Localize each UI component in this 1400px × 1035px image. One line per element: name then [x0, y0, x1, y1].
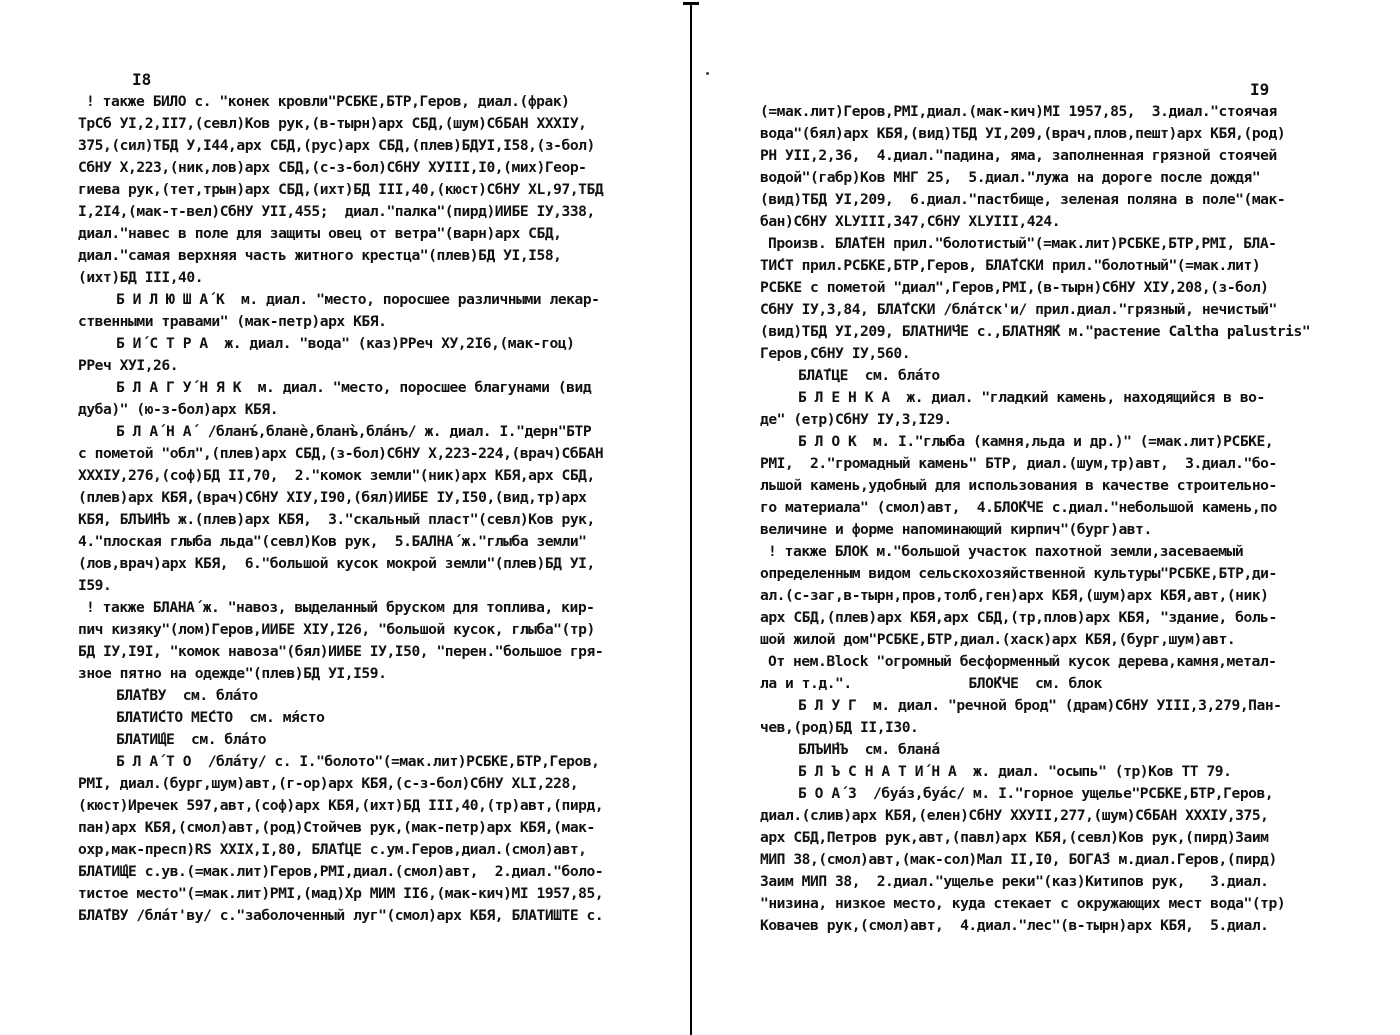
text-line: РМI, диал.(бург,шум)авт,(г-ор)арх КБЯ,(с-з-бол)СбНУ ХLI,228, [78, 775, 579, 792]
text-line: Произв. БЛА́ТЕН прил."болотистый"(=мак.лит)РСБКЕ,БТР,РМI, БЛА- [768, 235, 1277, 252]
text-line: Б И́ С Т Р А ж. диал. "вода" (каз)РРеч ХУ,2I6,(мак-гоц) [116, 335, 575, 352]
text-line: чев,(род)БД II,I30. [760, 719, 919, 736]
text-line: величине и форме напоминающий кирпич"(бург)авт. [760, 521, 1152, 538]
text-line: БЛАТИ́ЩЕ с.ув.(=мак.лит)Геров,РМI,диал.(смол)авт, 2.диал."боло- [78, 863, 604, 880]
text-line: арх СБД,(плев)арх КБЯ,арх СБД,(тр,плов)арх КБЯ, "здание, боль- [760, 609, 1277, 626]
text-line: пич кизяку"(лом)Геров,ИИБЕ ХIУ,I26, "большой кусок, глыба"(тр) [78, 621, 595, 638]
page-gutter-divider [690, 4, 692, 1035]
text-line: льшой камень,удобный для использования в качестве строительно- [760, 477, 1277, 494]
text-line: определенным видом сельскохозяйственной культуры"РСБКЕ,БТР,ди- [760, 565, 1277, 582]
text-line: ла и т.д.". БЛО́КЧЕ см. блок [760, 675, 1102, 692]
text-line: бан)СбНУ ХLУIII,347,СбНУ ХLУIII,424. [760, 213, 1061, 230]
text-line: РСБКЕ с пометой "диал",Геров,РМI,(в-тырн)СбНУ ХIУ,208,(з-бол) [760, 279, 1269, 296]
text-line: охр,мак-пресп)RS XXIX,I,80, БЛА́ТЦЕ с.ум.Геров,диал.(смол)авт, [78, 841, 587, 858]
text-line: СбНУ Х,223,(ник,лов)арх СБД,(с-з-бол)СбНУ ХУIII,I0,(мих)Геор- [78, 159, 587, 176]
text-line: Б Л О К м. I."глыба (камня,льда и др.)" (=мак.лит)РСБКЕ, [798, 433, 1274, 450]
text-line: Б Л А́ Т О /бла́ту/ с. I."болото"(=мак.лит)РСБКЕ,БТР,Геров, [116, 753, 600, 770]
right-page [700, 0, 1400, 1035]
text-line: Ковачев рук,(смол)авт, 4.диал."лес"(в-тырн)арх КБЯ, 5.диал. [760, 917, 1269, 934]
text-line: Геров,СбНУ IУ,560. [760, 345, 911, 362]
text-line: XXXIУ,276,(соф)БД II,70, 2."комок земли"(ник)арх КБЯ,арх СБД, [78, 467, 595, 484]
text-line: 375,(сил)ТБД У,I44,арх СБД,(рус)арх СБД,(плев)БДУI,I58,(з-бол) [78, 137, 595, 154]
text-line: го материала" (смол)авт, 4.БЛО́КЧЕ с.диал."небольшой камень,по [760, 499, 1277, 516]
text-line: ал.(с-заг,в-тырн,пров,толб,ген)арх КБЯ,(шум)арх КБЯ,авт,(ник) [760, 587, 1269, 604]
text-line: (кюст)Иречек 597,авт,(соф)арх КБЯ,(ихт)БД III,40,(тр)авт,(пирд, [78, 797, 604, 814]
text-line: (ихт)БД III,40. [78, 269, 204, 286]
text-line: От нем.Block "огромный бесформенный кусок дерева,камня,метал- [768, 653, 1277, 670]
text-line: арх СБД,Петров рук,авт,(павл)арх КБЯ,(севл)Ков рук,(пирд)Заим [760, 829, 1269, 846]
left-page [0, 0, 690, 1035]
text-line: пан)арх КБЯ,(смол)авт,(род)Стойчев рук,(мак-петр)арх КБЯ,(мак- [78, 819, 595, 836]
text-line: дуба)" (ю-з-бол)арх КБЯ. [78, 401, 279, 418]
text-line: "низина, низкое место, куда стекает с окружающих мест вода"(тр) [760, 895, 1286, 912]
text-line: РН УII,2,36, 4.диал."падина, яма, заполненная грязной стоячей [760, 147, 1277, 164]
text-line: I,2I4,(мак-т-вел)СбНУ УII,455; диал."палка"(пирд)ИИБЕ IУ,338, [78, 203, 595, 220]
text-line: Б Л Е Н К А ж. диал. "гладкий камень, находящийся в во- [798, 389, 1265, 406]
text-line: ственными травами" (мак-петр)арх КБЯ. [78, 313, 387, 330]
text-line: РРеч ХУI,26. [78, 357, 179, 374]
text-line: Заим МИП 38, 2.диал."ущелье реки"(каз)Китипов рук, 3.диал. [760, 873, 1269, 890]
text-line: шой жилой дом"РСБКЕ,БТР,диал.(хаск)арх КБЯ,(бург,шум)авт. [760, 631, 1236, 648]
text-line: (=мак.лит)Геров,РМI,диал.(мак-кич)МI 1957,85, 3.диал."стоячая [760, 103, 1277, 120]
text-line: РМI, 2."громадный камень" БТР, диал.(шум,тр)авт, 3.диал."бо- [760, 455, 1277, 472]
text-line: БЛА́ТВУ /бла́т'ву/ с."заболоченный луг"(смол)арх КБЯ, БЛАТИШТЕ с. [78, 907, 604, 924]
text-line: вода"(бял)арх КБЯ,(вид)ТБД УI,209,(врач,плов,пешт)арх КБЯ,(род) [760, 125, 1286, 142]
text-line: Б Л А́ Н А́ /бланъ́,бланè,бланъ̀,бла́нъ/ ж. диал. I."дерн"БТР [116, 423, 592, 440]
text-line: зное пятно на одежде"(плев)БД УI,I59. [78, 665, 387, 682]
text-line: СбНУ IУ,3,84, БЛА́ТСКИ /бла́тск'и/ прил.диал."грязный, нечистый" [760, 301, 1277, 318]
text-line: БЛАТИ́СТО МЕ́СТО см. мя́сто [116, 709, 325, 726]
text-line: ! также БЛОК м."большой участок пахотной земли,засеваемый [768, 543, 1244, 560]
text-line: ТИ́СТ прил.РСБКЕ,БТР,Геров, БЛА́ТСКИ прил."болотный"(=мак.лит) [760, 257, 1261, 274]
text-line: КБЯ, БЛЪИ́НЪ ж.(плев)арх КБЯ, 3."скальный пласт"(севл)Ков рук, [78, 511, 595, 528]
text-line: (лов,врач)арх КБЯ, 6."большой кусок мокрой земли"(плев)БД УI, [78, 555, 595, 572]
text-line: БЛА́ТЦЕ см. бла́то [798, 367, 940, 384]
right-page-text [760, 101, 1310, 937]
text-line: Б Л А Г У́ Н Я К м. диал. "место, поросшее благунами (вид [116, 379, 592, 396]
text-line: БЛАТИ́ЩЕ см. бла́то [116, 731, 267, 748]
right-page-number: I9 [1250, 80, 1270, 99]
text-line: БЛЪИ́НЪ см. блана́ [798, 741, 940, 758]
text-line: диал."самая верхняя часть житного крестца"(плев)БД УI,I58, [78, 247, 562, 264]
text-line: ! также БИЛО с. "конек кровли"РСБКЕ,БТР,Геров, диал.(фрак) [86, 93, 570, 110]
text-line: I59. [78, 577, 112, 594]
text-line: тистое место"(=мак.лит)РМI,(мад)Хр МИМ II6,(мак-кич)МI 1957,85, [78, 885, 604, 902]
left-page-number: I8 [132, 70, 152, 89]
text-line: БЛА́ТВУ см. бла́то [116, 687, 258, 704]
text-line: диал.(слив)арх КБЯ,(елен)СбНУ ХХУII,277,(шум)СбБАН XXXIУ,375, [760, 807, 1269, 824]
text-line: гиева рук,(тет,трын)арх СБД,(ихт)БД III,40,(кюст)СбНУ ХL,97,ТБД [78, 181, 604, 198]
text-line: БД IУ,I9I, "комок навоза"(бял)ИИБЕ IУ,I50, "перен."большое гря- [78, 643, 604, 660]
text-line: с пометой "обл",(плев)арх СБД,(з-бол)СбНУ Х,223-224,(врач)СбБАН [78, 445, 604, 462]
text-line: водой"(габр)Ков МНГ 25, 5.диал."лужа на дороге после дождя" [760, 169, 1261, 186]
text-line: ТрСб УI,2,II7,(севл)Ков рук,(в-тырн)арх СБД,(шум)СбБАН XXXIУ, [78, 115, 587, 132]
text-line: Б Л Ъ С Н А Т И́ Н А ж. диал. "осыпь" (тр)Ков ТТ 79. [798, 763, 1232, 780]
text-line: диал."навес в поле для защиты овец от ветра"(варн)арх СБД, [78, 225, 562, 242]
page-gutter-cap [683, 2, 699, 5]
text-line: Б И Л Ю Ш А́ К м. диал. "место, поросшее различными лекар- [116, 291, 600, 308]
text-line: Б Л У Г м. диал. "речной брод" (драм)СбНУ УIII,3,279,Пан- [798, 697, 1282, 714]
text-line: Б О А́ З /буа́з,буа́с/ м. I."горное ущелье"РСБКЕ,БТР,Геров, [798, 785, 1274, 802]
text-line: ! также БЛАНА́ ж. "навоз, выделанный бруском для топлива, кир- [86, 599, 595, 616]
text-line: де" (етр)СбНУ IУ,3,I29. [760, 411, 952, 428]
text-line: 4."плоская глыба льда"(севл)Ков рук, 5.БАЛНА́ ж."глыба земли" [78, 533, 587, 550]
text-line: (плев)арх КБЯ,(врач)СбНУ ХIУ,I90,(бял)ИИБЕ IУ,I50,(вид,тр)арх [78, 489, 587, 506]
text-line: МИП 38,(смол)авт,(мак-сол)Мал II,I0, БОГА́З м.диал.Геров,(пирд) [760, 851, 1277, 868]
left-page-text [78, 91, 603, 927]
text-line: (вид)ТБД УI,209, БЛАТНИ́ЧЕ с.,БЛАТНЯ́К м."растение Caltha palustris" [760, 323, 1311, 340]
text-line: (вид)ТБД УI,209, 6.диал."пастбище, зеленая поляна в поле"(мак- [760, 191, 1286, 208]
